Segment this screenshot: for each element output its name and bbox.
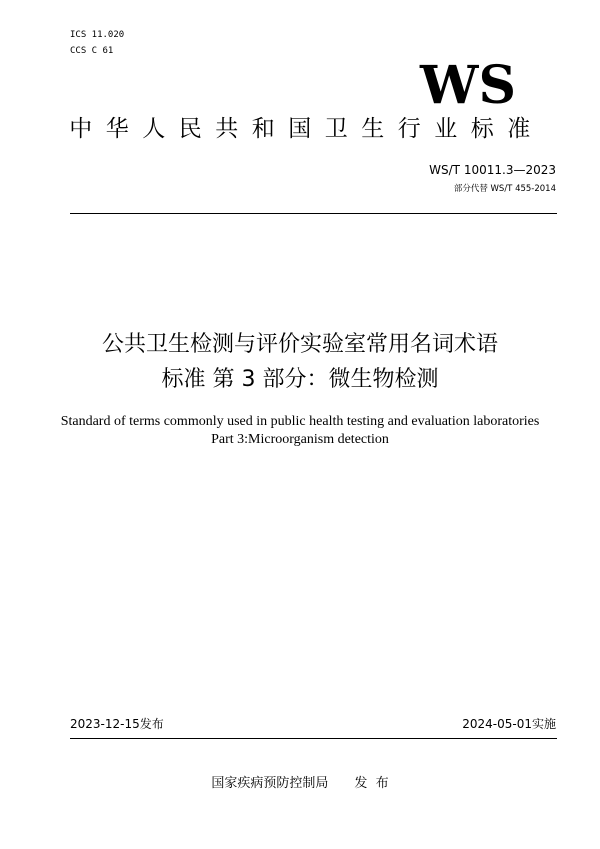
top-divider (70, 213, 557, 214)
bottom-divider (70, 738, 557, 739)
standard-number: WS/T 10011.3—2023 (429, 163, 556, 177)
replaces-note: 部分代替 WS/T 455-2014 (453, 184, 556, 194)
title-chinese-line-1: 公共卫生检测与评价实验室常用名词术语 (101, 332, 498, 357)
issuer-action: 发 布 (354, 776, 389, 791)
ics-code: ICS 11.020 (70, 30, 125, 40)
title-english-line-2: Part 3:Microorganism detection (211, 432, 389, 447)
title-english-line-1: Standard of terms commonly used in public health testing and evaluation laboratories (60, 414, 540, 429)
implementation-date: 2024-05-01实施 (462, 717, 556, 731)
ws-logo: WS (420, 55, 516, 116)
issuer-block (0, 775, 600, 793)
issuer-name: 国家疾病预防控制局 (211, 776, 329, 791)
title-chinese-line-2: 标准 第 3 部分：微生物检测 (161, 367, 439, 392)
ccs-code: CCS C 61 (70, 46, 114, 56)
standard-category-title: 中华人民共和国卫生行业标准 (69, 116, 544, 142)
issue-date: 2023-12-15发布 (70, 717, 164, 731)
